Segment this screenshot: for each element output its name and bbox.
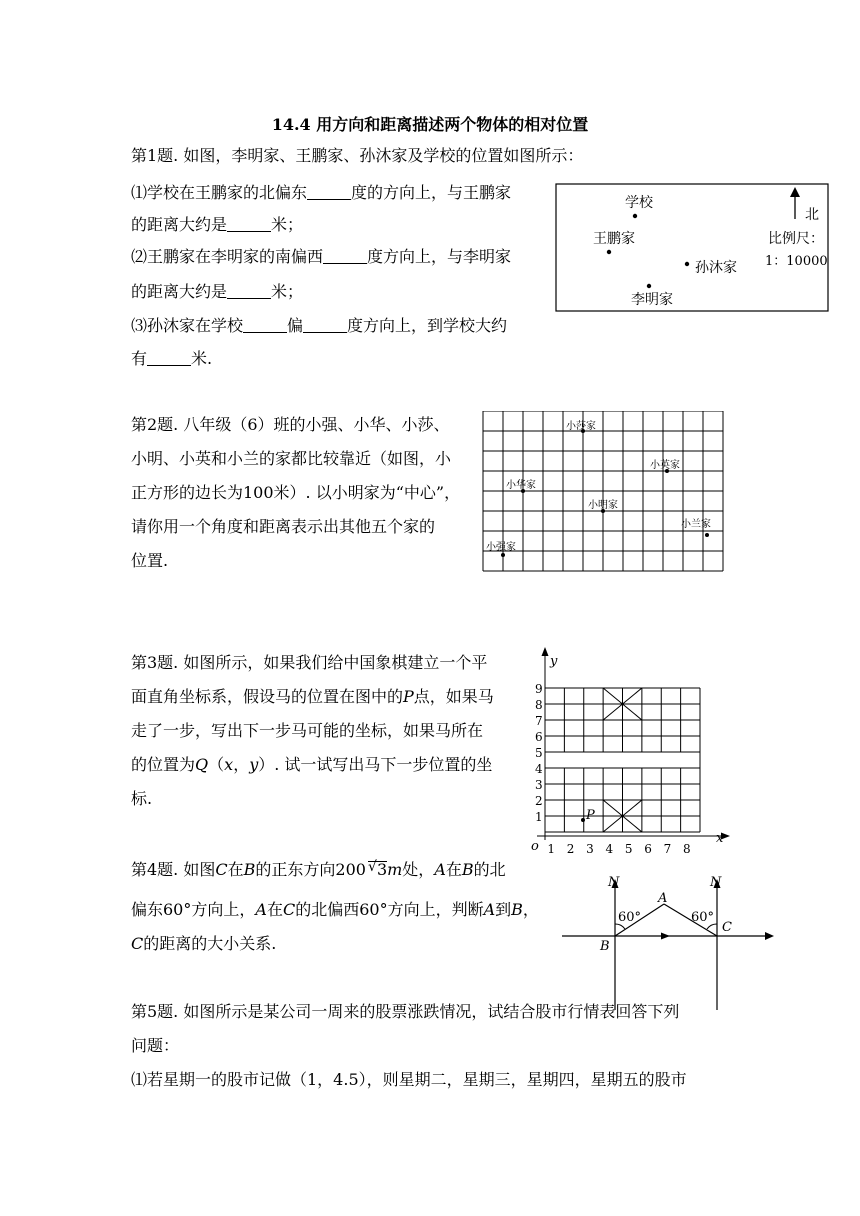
x-tick-label: 6 bbox=[644, 842, 652, 856]
xiaosha-label: 小莎家 bbox=[566, 421, 596, 432]
q1-part3-line1: ⑶孙沐家在学校 偏 度方向上，到学校大约 bbox=[131, 316, 508, 335]
answer-blank[interactable] bbox=[323, 247, 367, 264]
q3-line3: 走了一步，写出下一步马可能的坐标，如果马所在 bbox=[131, 721, 484, 740]
liming-label: 李明家 bbox=[631, 292, 673, 308]
xiaoming-label: 小明家 bbox=[588, 500, 618, 511]
label-angle1: 60° bbox=[618, 910, 642, 925]
wangpeng-point bbox=[607, 250, 611, 254]
q1-part1-line1: ⑴学校在王鹏家的北偏东 度的方向上，与王鹏家 bbox=[131, 183, 512, 202]
page-title: 14.4 用方向和距离描述两个物体的相对位置 bbox=[271, 115, 589, 134]
sunmu-point bbox=[685, 262, 689, 266]
q2-line3: 正方形的边长为100米）. 以小明家为“中心”， bbox=[131, 483, 461, 502]
y-tick-label: 9 bbox=[535, 682, 543, 696]
label-a: A bbox=[658, 891, 668, 906]
mid-arrow-icon bbox=[661, 933, 670, 940]
answer-blank[interactable] bbox=[227, 282, 271, 299]
xiaoying-label: 小英家 bbox=[650, 460, 680, 471]
answer-blank[interactable] bbox=[227, 215, 271, 232]
q4-line1: 第4题. 如图C在B的正东方向200 √ 3m处，A在B的北 bbox=[131, 859, 506, 879]
q3-line2: 面直角坐标系，假设马的位置在图中的P点，如果马 bbox=[131, 687, 494, 706]
answer-blank[interactable] bbox=[147, 349, 191, 366]
xiaolan-point bbox=[705, 533, 709, 537]
q1-part2-line2: 的距离大约是 米； bbox=[131, 282, 304, 301]
q3-line1: 第3题. 如图所示，如果我们给中国象棋建立一个平 bbox=[131, 653, 488, 672]
y-tick-label: 4 bbox=[535, 762, 543, 776]
y-tick-label: 5 bbox=[535, 746, 543, 760]
q1-part2-line1: ⑵王鹏家在李明家的南偏西 度方向上，与李明家 bbox=[131, 247, 512, 266]
y-tick-label: 3 bbox=[535, 778, 543, 792]
scale-value: 1：10000 bbox=[765, 254, 828, 269]
answer-blank[interactable] bbox=[307, 183, 351, 200]
xiaoqiang-point bbox=[501, 553, 505, 557]
x-tick-label: 1 bbox=[547, 842, 556, 856]
x-tick-label: 3 bbox=[586, 842, 594, 856]
q4-geometry-figure bbox=[560, 872, 778, 1012]
label-b: B bbox=[600, 939, 610, 954]
q4-line3: C的距离的大小关系. bbox=[131, 934, 277, 953]
q2-line1: 第2题. 八年级（6）班的小强、小华、小莎、 bbox=[131, 415, 450, 434]
q3-chessboard-figure bbox=[528, 644, 733, 858]
y-tick-label: 2 bbox=[535, 794, 543, 808]
q2-grid-figure bbox=[482, 411, 732, 578]
q5-line2: 问题： bbox=[131, 1036, 180, 1055]
sqrt-sign: √ 3 bbox=[367, 859, 388, 879]
q1-part1-line2: 的距离大约是 米； bbox=[131, 215, 304, 234]
x-tick-label: 4 bbox=[605, 842, 614, 856]
origin-label: o bbox=[531, 839, 539, 854]
answer-blank[interactable] bbox=[243, 316, 287, 333]
label-n2: N bbox=[710, 875, 722, 890]
q2-line5: 位置. bbox=[131, 551, 169, 570]
x-axis-label: x bbox=[716, 831, 724, 846]
q3-line4: 的位置为Q（x，y）. 试一试写出马下一步位置的坐 bbox=[131, 755, 493, 774]
map-border bbox=[556, 184, 828, 311]
axis-ticks bbox=[535, 682, 691, 856]
school-label: 学校 bbox=[625, 195, 653, 211]
label-c: C bbox=[722, 920, 732, 935]
x-tick-label: 8 bbox=[683, 842, 691, 856]
y-tick-label: 6 bbox=[535, 730, 543, 744]
scale-label: 比例尺： bbox=[768, 231, 824, 247]
q2-line2: 小明、小英和小兰的家都比较靠近（如图，小 bbox=[131, 449, 452, 468]
sunmu-label: 孙沐家 bbox=[695, 260, 737, 276]
y-tick-label: 8 bbox=[535, 698, 543, 712]
north-arrowhead-icon bbox=[790, 187, 800, 197]
east-arrow-icon bbox=[765, 932, 774, 940]
y-axis-label: y bbox=[550, 654, 558, 669]
north-label: 北 bbox=[805, 207, 819, 223]
grid-lines bbox=[483, 411, 723, 571]
xiaohua-label: 小华家 bbox=[506, 480, 536, 491]
x-tick-label: 5 bbox=[624, 842, 633, 856]
label-angle2: 60° bbox=[691, 910, 715, 925]
liming-point bbox=[647, 284, 651, 288]
q3-line5: 标. bbox=[131, 789, 153, 808]
xiaolan-label: 小兰家 bbox=[681, 519, 711, 530]
answer-blank[interactable] bbox=[303, 316, 347, 333]
q2-line4: 请你用一个角度和距离表示出其他五个家的 bbox=[131, 517, 436, 536]
q4-line2: 偏东60°方向上，A在C的北偏西60°方向上，判断A到B， bbox=[131, 900, 539, 919]
x-tick-label: 7 bbox=[663, 842, 672, 856]
school-point bbox=[633, 214, 637, 218]
y-axis-arrow-icon bbox=[542, 647, 549, 656]
point-p-label: P bbox=[586, 808, 595, 823]
wangpeng-label: 王鹏家 bbox=[593, 231, 635, 247]
xiaoqiang-label: 小强家 bbox=[486, 542, 516, 553]
board-lines bbox=[545, 688, 700, 832]
label-n1: N bbox=[608, 875, 620, 890]
q1-map-figure bbox=[555, 183, 830, 313]
x-tick-label: 2 bbox=[566, 842, 575, 856]
point-p bbox=[581, 818, 585, 822]
q5-line1: 第5题. 如图所示是某公司一周来的股票涨跌情况，试结合股市行情表回答下列 bbox=[131, 1002, 680, 1021]
q1-stem: 第1题. 如图，李明家、王鹏家、孙沐家及学校的位置如图所示： bbox=[131, 146, 584, 165]
y-tick-label: 7 bbox=[535, 714, 543, 728]
q5-line3: ⑴若星期一的股市记做（1，4.5），则星期二，星期三，星期四，星期五的股市 bbox=[131, 1070, 687, 1089]
q1-part3-line2: 有 米. bbox=[131, 349, 213, 368]
y-tick-label: 1 bbox=[535, 810, 543, 824]
